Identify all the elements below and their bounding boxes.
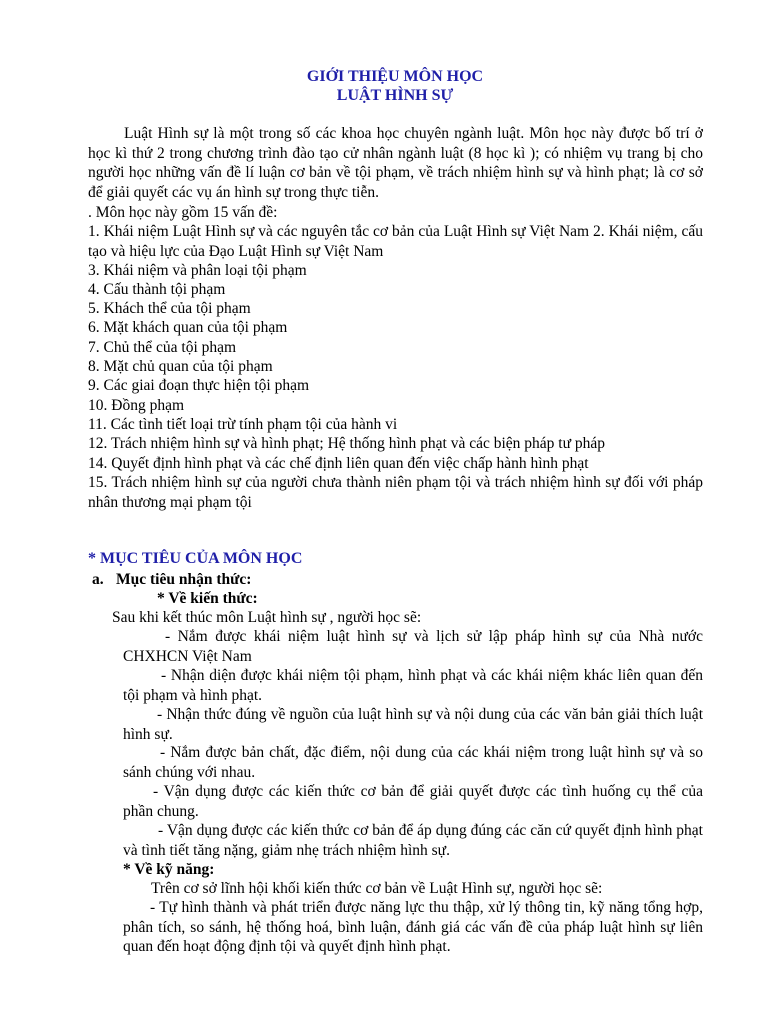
knowledge-item: - Vận dụng được các kiến thức cơ bản để áp dụng đúng các căn cứ quyết định hình phạt và tình tiết tăng nặng, giảm nhẹ trách nhiệm hình sự. bbox=[123, 822, 703, 859]
topic-15: 15. Trách nhiệm hình sự của người chưa thành niên phạm tội và trách nhiệm hình sự đối với pháp nhân thương mại phạm tội bbox=[88, 474, 703, 511]
skills-heading: * Về kỹ năng: bbox=[123, 861, 215, 878]
topic-item: 14. Quyết định hình phạt và các chế định liên quan đến việc chấp hành hình phạt bbox=[88, 455, 589, 472]
topic-item: 8. Mặt chủ quan của tội phạm bbox=[88, 358, 273, 375]
topic-item: 4. Cấu thành tội phạm bbox=[88, 281, 226, 298]
knowledge-item: - Nhận diện được khái niệm tội phạm, hình phạt và các khái niệm khác liên quan đến tội phạm và hình phạt. bbox=[123, 667, 703, 704]
skills-intro: Trên cơ sở lĩnh hội khối kiến thức cơ bản về Luật Hình sự, người học sẽ: bbox=[151, 880, 603, 897]
knowledge-item: - Nhận thức đúng về nguồn của luật hình sự và nội dung của các văn bản giải thích luật hình sự. bbox=[123, 706, 703, 743]
subsection-a-marker: a. bbox=[92, 571, 104, 588]
topic-item: 3. Khái niệm và phân loại tội phạm bbox=[88, 262, 307, 279]
topic-item: 6. Mặt khách quan của tội phạm bbox=[88, 319, 288, 336]
document-title-line-1: GIỚI THIỆU MÔN HỌC bbox=[306, 68, 484, 85]
topic-1-2: 1. Khái niệm Luật Hình sự và các nguyên tắc cơ bản của Luật Hình sự Việt Nam 2. Khái niệm, cấu tạo và hiệu lực của Đạo Luật Hình sự Việt Nam bbox=[88, 223, 703, 260]
skills-item: - Tự hình thành và phát triển được năng lực thu thập, xử lý thông tin, kỹ năng tổng hợp, phân tích, so sánh, hệ thống hoá, bình luận, đánh giá các vấn đề của pháp luật hình sự liên quan đến hoạt động định tội và quyết định hình phạt. bbox=[123, 899, 703, 955]
topic-item: 9. Các giai đoạn thực hiện tội phạm bbox=[88, 377, 310, 394]
document-title-line-2: LUẬT HÌNH SỰ bbox=[336, 87, 454, 104]
knowledge-intro: Sau khi kết thúc môn Luật hình sự , người học sẽ: bbox=[112, 609, 422, 626]
subsection-a-title: Mục tiêu nhận thức: bbox=[116, 571, 252, 588]
knowledge-heading: * Về kiến thức: bbox=[157, 590, 258, 607]
intro-paragraph: Luật Hình sự là một trong số các khoa học chuyên ngành luật. Môn học này được bố trí ở học kì thứ 2 trong chương trình đào tạo cử nhân ngành luật (8 học kì ); có nhiệm vụ trang bị cho người học những vấn đề lí luận cơ bản về tội phạm, về trách nhiệm hình sự và hình phạt; là cơ sở để giải quyết các vụ án hình sự trong thực tiễn. bbox=[88, 125, 703, 201]
topic-item: 10. Đồng phạm bbox=[88, 397, 185, 414]
knowledge-item: - Vận dụng được các kiến thức cơ bản để giải quyết được các tình huống cụ thể của phần chung. bbox=[123, 783, 703, 820]
topic-item: 11. Các tình tiết loại trừ tính phạm tội của hành vi bbox=[88, 416, 398, 433]
topic-item: 7. Chủ thể của tội phạm bbox=[88, 339, 237, 356]
topic-item: 12. Trách nhiệm hình sự và hình phạt; Hệ thống hình phạt và các biện pháp tư pháp bbox=[88, 435, 606, 452]
topic-item: 5. Khách thể của tội phạm bbox=[88, 300, 251, 317]
topics-intro: . Môn học này gồm 15 vấn đề: bbox=[88, 204, 278, 221]
section-heading: * MỤC TIÊU CỦA MÔN HỌC bbox=[88, 550, 303, 567]
knowledge-item: - Nắm được bản chất, đặc điểm, nội dung của các khái niệm trong luật hình sự và so sánh chúng với nhau. bbox=[123, 744, 703, 781]
knowledge-item: - Nắm được khái niệm luật hình sự và lịch sử lập pháp hình sự của Nhà nước CHXHCN Việt Nam bbox=[123, 628, 703, 665]
